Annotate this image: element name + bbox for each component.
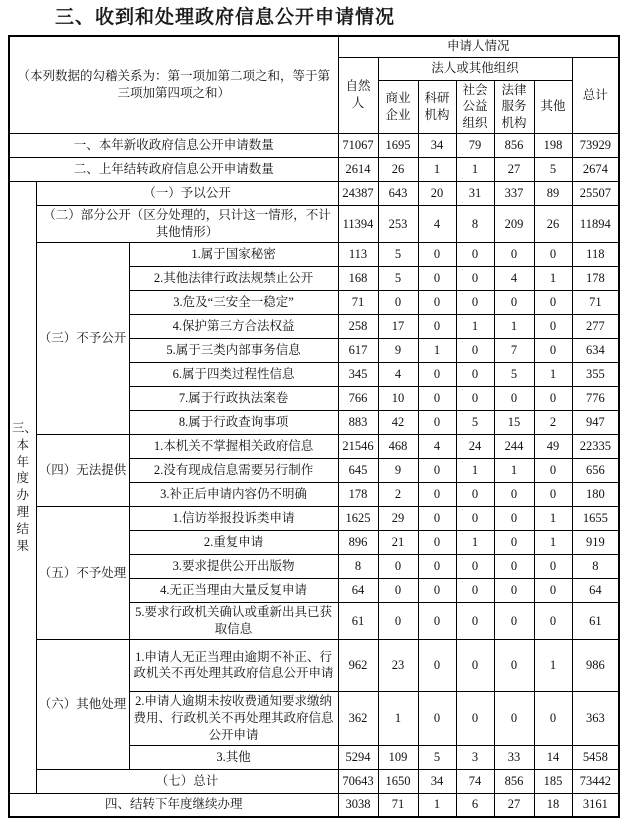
row-sublabel: 6.属于四类过程性信息	[129, 363, 338, 387]
value-cell: 0	[534, 291, 572, 315]
total-cell: 25507	[572, 182, 619, 206]
report-table	[8, 35, 620, 818]
value-cell: 0	[534, 691, 572, 745]
section-label: （四）无法提供	[36, 435, 129, 507]
value-cell: 4	[378, 363, 418, 387]
value-cell: 5	[418, 745, 456, 769]
table-row	[9, 769, 619, 793]
value-cell: 0	[456, 363, 494, 387]
value-cell: 0	[418, 315, 456, 339]
row-sublabel: 2.其他法律行政法规禁止公开	[129, 267, 338, 291]
value-cell: 3	[456, 745, 494, 769]
value-cell: 1	[494, 315, 534, 339]
value-cell: 0	[418, 691, 456, 745]
section-label: （三）不予公开	[36, 243, 129, 435]
value-cell: 1	[456, 158, 494, 182]
value-cell: 34	[418, 134, 456, 158]
total-cell: 776	[572, 387, 619, 411]
value-cell: 1	[494, 459, 534, 483]
value-cell: 0	[378, 555, 418, 579]
value-cell: 617	[338, 339, 378, 363]
header-other-org: 其他	[534, 80, 572, 134]
value-cell: 6	[456, 793, 494, 817]
value-cell: 168	[338, 267, 378, 291]
row-sublabel: 3.补正后申请内容仍不明确	[129, 483, 338, 507]
value-cell: 1	[456, 459, 494, 483]
total-cell: 61	[572, 603, 619, 640]
total-cell: 634	[572, 339, 619, 363]
value-cell: 0	[494, 387, 534, 411]
table-row	[9, 182, 619, 206]
value-cell: 0	[418, 579, 456, 603]
value-cell: 0	[494, 603, 534, 640]
value-cell: 89	[534, 182, 572, 206]
table-row	[9, 507, 619, 531]
value-cell: 0	[534, 603, 572, 640]
total-cell: 11894	[572, 206, 619, 243]
value-cell: 2	[534, 411, 572, 435]
value-cell: 4	[418, 435, 456, 459]
section-label: （五）不予处理	[36, 507, 129, 640]
value-cell: 468	[378, 435, 418, 459]
table-row	[9, 435, 619, 459]
value-cell: 0	[456, 291, 494, 315]
reconciliation-note: （本列数据的勾稽关系为：第一项加第二项之和，等于第三项加第四项之和）	[9, 36, 338, 134]
value-cell: 0	[534, 339, 572, 363]
total-cell: 64	[572, 579, 619, 603]
value-cell: 33	[494, 745, 534, 769]
value-cell: 0	[494, 639, 534, 691]
value-cell: 0	[534, 555, 572, 579]
value-cell: 1695	[378, 134, 418, 158]
value-cell: 0	[534, 483, 572, 507]
value-cell: 9	[378, 459, 418, 483]
value-cell: 1	[418, 339, 456, 363]
total-cell: 5458	[572, 745, 619, 769]
value-cell: 64	[338, 579, 378, 603]
row-label: 一、本年新收政府信息公开申请数量	[9, 134, 338, 158]
value-cell: 113	[338, 243, 378, 267]
row-sublabel: 3.要求提供公开出版物	[129, 555, 338, 579]
value-cell: 1	[378, 691, 418, 745]
header-legal-or-other-org: 法人或其他组织	[378, 57, 572, 80]
value-cell: 0	[378, 603, 418, 640]
value-cell: 0	[534, 315, 572, 339]
value-cell: 0	[378, 579, 418, 603]
value-cell: 0	[494, 243, 534, 267]
value-cell: 71	[378, 793, 418, 817]
total-cell: 178	[572, 267, 619, 291]
row-sublabel: 5.要求行政机关确认或重新出具已获取信息	[129, 603, 338, 640]
value-cell: 0	[494, 579, 534, 603]
value-cell: 0	[534, 459, 572, 483]
value-cell: 0	[418, 603, 456, 640]
table-row	[9, 158, 619, 182]
section-label: （一）予以公开	[36, 182, 338, 206]
value-cell: 198	[534, 134, 572, 158]
header-commercial-enterprise: 商业企业	[378, 80, 418, 134]
row-sublabel: 4.无正当理由大量反复申请	[129, 579, 338, 603]
value-cell: 1	[456, 315, 494, 339]
value-cell: 71067	[338, 134, 378, 158]
total-cell: 947	[572, 411, 619, 435]
total-cell: 355	[572, 363, 619, 387]
value-cell: 1	[456, 531, 494, 555]
value-cell: 0	[378, 291, 418, 315]
value-cell: 24387	[338, 182, 378, 206]
header-research-institution: 科研机构	[418, 80, 456, 134]
value-cell: 109	[378, 745, 418, 769]
value-cell: 0	[494, 483, 534, 507]
total-cell: 22335	[572, 435, 619, 459]
value-cell: 24	[456, 435, 494, 459]
value-cell: 0	[418, 363, 456, 387]
value-cell: 643	[378, 182, 418, 206]
row-sublabel: 8.属于行政查询事项	[129, 411, 338, 435]
value-cell: 0	[418, 639, 456, 691]
value-cell: 1	[534, 507, 572, 531]
total-cell: 73442	[572, 769, 619, 793]
row-sublabel: 1.属于国家秘密	[129, 243, 338, 267]
value-cell: 70643	[338, 769, 378, 793]
value-cell: 4	[418, 206, 456, 243]
value-cell: 0	[534, 243, 572, 267]
value-cell: 0	[418, 411, 456, 435]
value-cell: 0	[418, 291, 456, 315]
value-cell: 23	[378, 639, 418, 691]
value-cell: 1	[534, 267, 572, 291]
value-cell: 8	[338, 555, 378, 579]
table-row	[9, 206, 619, 243]
value-cell: 962	[338, 639, 378, 691]
value-cell: 0	[456, 243, 494, 267]
row-sublabel: 1.本机关不掌握相关政府信息	[129, 435, 338, 459]
value-cell: 0	[494, 291, 534, 315]
row-sublabel: 7.属于行政执法案卷	[129, 387, 338, 411]
row-sublabel: 4.保护第三方合法权益	[129, 315, 338, 339]
value-cell: 253	[378, 206, 418, 243]
total-cell: 277	[572, 315, 619, 339]
value-cell: 0	[456, 507, 494, 531]
value-cell: 11394	[338, 206, 378, 243]
table-row	[9, 793, 619, 817]
value-cell: 896	[338, 531, 378, 555]
value-cell: 0	[456, 483, 494, 507]
value-cell: 0	[534, 387, 572, 411]
value-cell: 3038	[338, 793, 378, 817]
value-cell: 26	[378, 158, 418, 182]
value-cell: 8	[456, 206, 494, 243]
row-sublabel: 2.重复申请	[129, 531, 338, 555]
value-cell: 27	[494, 158, 534, 182]
value-cell: 0	[456, 339, 494, 363]
value-cell: 2	[378, 483, 418, 507]
value-cell: 185	[534, 769, 572, 793]
row-sublabel: 1.信访举报投诉类申请	[129, 507, 338, 531]
value-cell: 5294	[338, 745, 378, 769]
value-cell: 0	[494, 531, 534, 555]
total-cell: 919	[572, 531, 619, 555]
value-cell: 1650	[378, 769, 418, 793]
value-cell: 0	[534, 579, 572, 603]
value-cell: 5	[378, 267, 418, 291]
value-cell: 20	[418, 182, 456, 206]
value-cell: 1	[418, 158, 456, 182]
header-applicant-group: 申请人情况	[338, 36, 619, 57]
value-cell: 362	[338, 691, 378, 745]
value-cell: 1	[534, 639, 572, 691]
value-cell: 0	[456, 579, 494, 603]
value-cell: 5	[456, 411, 494, 435]
row-sublabel: 1.申请人无正当理由逾期不补正、行政机关不再处理其政府信息公开申请	[129, 639, 338, 691]
value-cell: 0	[456, 639, 494, 691]
section-label: （二）部分公开（区分处理的，只计这一情形，不计其他情形）	[36, 206, 338, 243]
header-natural-person: 自然人	[338, 57, 378, 134]
header-row-1	[9, 36, 619, 57]
header-public-welfare-org: 社会公益组织	[456, 80, 494, 134]
row-label: 二、上年结转政府信息公开申请数量	[9, 158, 338, 182]
value-cell: 21	[378, 531, 418, 555]
row-sublabel: 3.其他	[129, 745, 338, 769]
value-cell: 766	[338, 387, 378, 411]
value-cell: 178	[338, 483, 378, 507]
value-cell: 17	[378, 315, 418, 339]
value-cell: 0	[418, 243, 456, 267]
total-cell: 8	[572, 555, 619, 579]
table-row	[9, 134, 619, 158]
value-cell: 9	[378, 339, 418, 363]
header-legal-service-org: 法律服务机构	[494, 80, 534, 134]
value-cell: 49	[534, 435, 572, 459]
row-label: 四、结转下年度继续办理	[9, 793, 338, 817]
value-cell: 0	[456, 691, 494, 745]
value-cell: 21546	[338, 435, 378, 459]
value-cell: 258	[338, 315, 378, 339]
value-cell: 0	[418, 267, 456, 291]
value-cell: 27	[494, 793, 534, 817]
total-cell: 656	[572, 459, 619, 483]
value-cell: 645	[338, 459, 378, 483]
total-cell: 1655	[572, 507, 619, 531]
total-cell: 71	[572, 291, 619, 315]
value-cell: 0	[456, 603, 494, 640]
value-cell: 29	[378, 507, 418, 531]
value-cell: 0	[418, 555, 456, 579]
value-cell: 0	[494, 691, 534, 745]
value-cell: 856	[494, 769, 534, 793]
value-cell: 209	[494, 206, 534, 243]
value-cell: 0	[418, 459, 456, 483]
value-cell: 5	[534, 158, 572, 182]
value-cell: 0	[456, 267, 494, 291]
value-cell: 18	[534, 793, 572, 817]
table-row	[9, 243, 619, 267]
value-cell: 337	[494, 182, 534, 206]
value-cell: 74	[456, 769, 494, 793]
value-cell: 0	[494, 555, 534, 579]
section-label: （六）其他处理	[36, 639, 129, 769]
value-cell: 61	[338, 603, 378, 640]
value-cell: 0	[494, 507, 534, 531]
document-page	[0, 5, 626, 818]
total-cell: 118	[572, 243, 619, 267]
row-sublabel: 5.属于三类内部事务信息	[129, 339, 338, 363]
row-sublabel: 3.危及“三安全一稳定”	[129, 291, 338, 315]
value-cell: 0	[456, 555, 494, 579]
table-row	[9, 639, 619, 691]
value-cell: 7	[494, 339, 534, 363]
total-cell: 3161	[572, 793, 619, 817]
value-cell: 5	[494, 363, 534, 387]
section-label: （七）总计	[36, 769, 338, 793]
value-cell: 34	[418, 769, 456, 793]
total-cell: 363	[572, 691, 619, 745]
value-cell: 1625	[338, 507, 378, 531]
value-cell: 883	[338, 411, 378, 435]
value-cell: 5	[378, 243, 418, 267]
value-cell: 31	[456, 182, 494, 206]
total-cell: 986	[572, 639, 619, 691]
value-cell: 1	[534, 363, 572, 387]
value-cell: 0	[418, 507, 456, 531]
value-cell: 71	[338, 291, 378, 315]
row-sublabel: 2.申请人逾期未按收费通知要求缴纳费用、行政机关不再处理其政府信息公开申请	[129, 691, 338, 745]
value-cell: 79	[456, 134, 494, 158]
value-cell: 1	[534, 531, 572, 555]
total-cell: 2674	[572, 158, 619, 182]
value-cell: 42	[378, 411, 418, 435]
value-cell: 0	[418, 483, 456, 507]
total-cell: 73929	[572, 134, 619, 158]
value-cell: 4	[494, 267, 534, 291]
value-cell: 0	[418, 387, 456, 411]
value-cell: 1	[418, 793, 456, 817]
value-cell: 0	[418, 531, 456, 555]
total-cell: 180	[572, 483, 619, 507]
value-cell: 244	[494, 435, 534, 459]
value-cell: 26	[534, 206, 572, 243]
value-cell: 15	[494, 411, 534, 435]
value-cell: 856	[494, 134, 534, 158]
header-total: 总计	[572, 57, 619, 134]
value-cell: 2614	[338, 158, 378, 182]
value-cell: 14	[534, 745, 572, 769]
page-title: 三、收到和处理政府信息公开申请情况	[55, 7, 396, 28]
value-cell: 345	[338, 363, 378, 387]
vertical-section-label: 三、本年度办理结果	[9, 182, 36, 793]
value-cell: 10	[378, 387, 418, 411]
value-cell: 0	[456, 387, 494, 411]
row-sublabel: 2.没有现成信息需要另行制作	[129, 459, 338, 483]
